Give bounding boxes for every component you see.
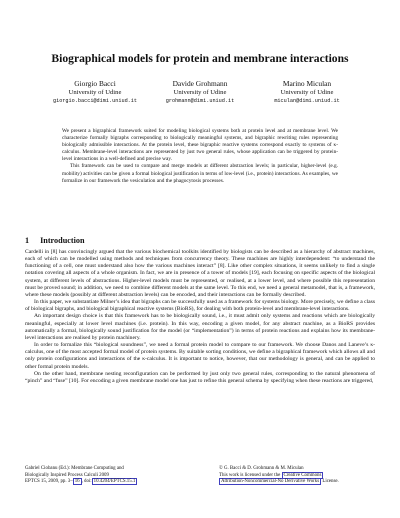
creative-commons-link[interactable]: Creative Commons bbox=[283, 472, 322, 478]
section-heading bbox=[25, 236, 85, 245]
body-text bbox=[25, 249, 375, 385]
body-paragraph: Cardelli in [8] has convincingly argued that the various biochemical toolkits identified by biologists can be described as a hierarchy of abstract machines, each of which can be modelled using methods and techniques from concurrency theory. These machines are highly interdependent: “to understand the functioning of a cell, one must understand also how the various machines interact” [8]. Like other complex situations, it seems unlikely to find a single notation covering all aspects of a whole organism. In fact, we are in presence of a tower of models [19], each focusing on specific aspects of the biological system, at different levels of abstractions. Higher-level models must be represented, or realised, at a lower level, and where possible this representation must be proved sound; in addition, we need to combine different models at the same level. To this end, we need a general metamodel, that is, a framework, where these models (possibly at different abstraction levels) can be encoded, and their interactions can be formally described. bbox=[25, 249, 375, 298]
author-affiliation: University of Udine bbox=[280, 88, 334, 96]
body-paragraph: On the other hand, membrane nesting reconfiguration can be performed by just only two general rules, corresponding to the natural phenomena of “pinch” and “fuse” [10]. For encoding a given membrane model one has just to refine this general schema by specifying when these reactions are triggered, bbox=[25, 370, 375, 384]
section-title: Introduction bbox=[40, 236, 85, 245]
license-suffix: License. bbox=[321, 479, 339, 485]
author-name: Marino Miculan bbox=[282, 79, 332, 88]
abstract-paragraph: This framework can be used to compare and merge models at different abstraction levels; in particular, higher-level (e.g. mobility) activities can be given a formal biological justification in terms of low-level (i.e., protein) interactions. As examples, we formalize in our framework the vesiculation and the phagocytosis processes. bbox=[62, 163, 338, 184]
footer-line: Biologically Inspired Process Calculi 2009 bbox=[25, 472, 109, 478]
last-page-link[interactable]: 16 bbox=[74, 479, 80, 485]
license-text: This work is licensed under the bbox=[219, 472, 281, 478]
author-3 bbox=[252, 80, 362, 106]
abstract bbox=[62, 128, 338, 185]
author-affiliation: University of Udine bbox=[68, 88, 122, 96]
abstract-paragraph: We present a bigraphical framework suited for modeling biological systems both at protein level and at membrane level. We characterize formally bigraphs corresponding to biologically meaningful systems, and bigraphic rewriting rules representing biologically admissible interactions. At the protein level, these bigraphic reactive systems correspond exactly to systems of κ-calculus. Membrane-level interactions are represented by just two general rules, whose application can be triggered by protein-level interactions in a well-defined and precise way. bbox=[62, 128, 338, 163]
author-affiliation: University of Udine bbox=[173, 88, 227, 96]
author-2 bbox=[145, 80, 255, 106]
author-email: miculan@dimi.uniud.it bbox=[274, 98, 340, 105]
footer-license bbox=[219, 466, 379, 486]
pages-text: EPTCS 15, 2009, pp. 3– bbox=[25, 479, 73, 485]
footer-line bbox=[219, 479, 379, 486]
paper-title: Biographical models for protein and membrane interactions bbox=[51, 52, 349, 65]
copyright-line: © G. Bacci & D. Grohmann & M. Miculan bbox=[219, 466, 304, 471]
doi-link[interactable]: 10.4204/EPTCS.15.1 bbox=[93, 479, 136, 485]
author-email: grohmann@dimi.uniud.it bbox=[165, 98, 235, 105]
author-email: giorgio.bacci@dimi.uniud.it bbox=[52, 98, 138, 105]
author-name: Giorgio Bacci bbox=[74, 79, 116, 88]
body-paragraph: An important design choice is that this framework has to be biologically sound, i.e., it must admit only systems and reactions which are biologically meaningful, especially at lower level machines (i.e. protein). In this way, encoding a given model, for any abstract machine, as a BioRS provides automatically a formal, biologically sound justification for the model (or “implementation”) in terms of protein reactions and explains how its membrane-level interactions are realised by protein machinery. bbox=[25, 313, 375, 341]
author-1 bbox=[40, 80, 150, 106]
footer-line bbox=[25, 479, 195, 486]
section-number: 1 bbox=[25, 236, 30, 245]
license-link[interactable]: Attribution-Noncommercial-No Derivative Works bbox=[221, 479, 320, 485]
body-paragraph: In order to formalize this “biological soundness”, we need a formal protein model to compare to our framework. We choose Danos and Laneve’s κ-calculus, one of the most accepted formal model of protein systems. By suitable sorting conditions, we define a bigraphical framework which allows all and only protein configurations and interactions of the κ-calculus. It is important to notice, however, that our methodology is general, and can be applied to other formal protein models. bbox=[25, 342, 375, 370]
body-paragraph: In this paper, we substantiate Milner’s idea that bigraphs can be successfully used as a framework for systems biology. More precisely, we define a class of biological bigraphs, and biological bigraphical reactive systems (BioRS), for dealing with both protein-level and membrane-level interactions. bbox=[25, 299, 375, 313]
footer-citation bbox=[25, 466, 195, 486]
doi-label: , doi: bbox=[81, 479, 92, 485]
author-name: Davide Grohmann bbox=[172, 79, 228, 88]
footer-line: Gabriel Ciobanu (Ed.): Membrane Computing and bbox=[25, 466, 124, 471]
